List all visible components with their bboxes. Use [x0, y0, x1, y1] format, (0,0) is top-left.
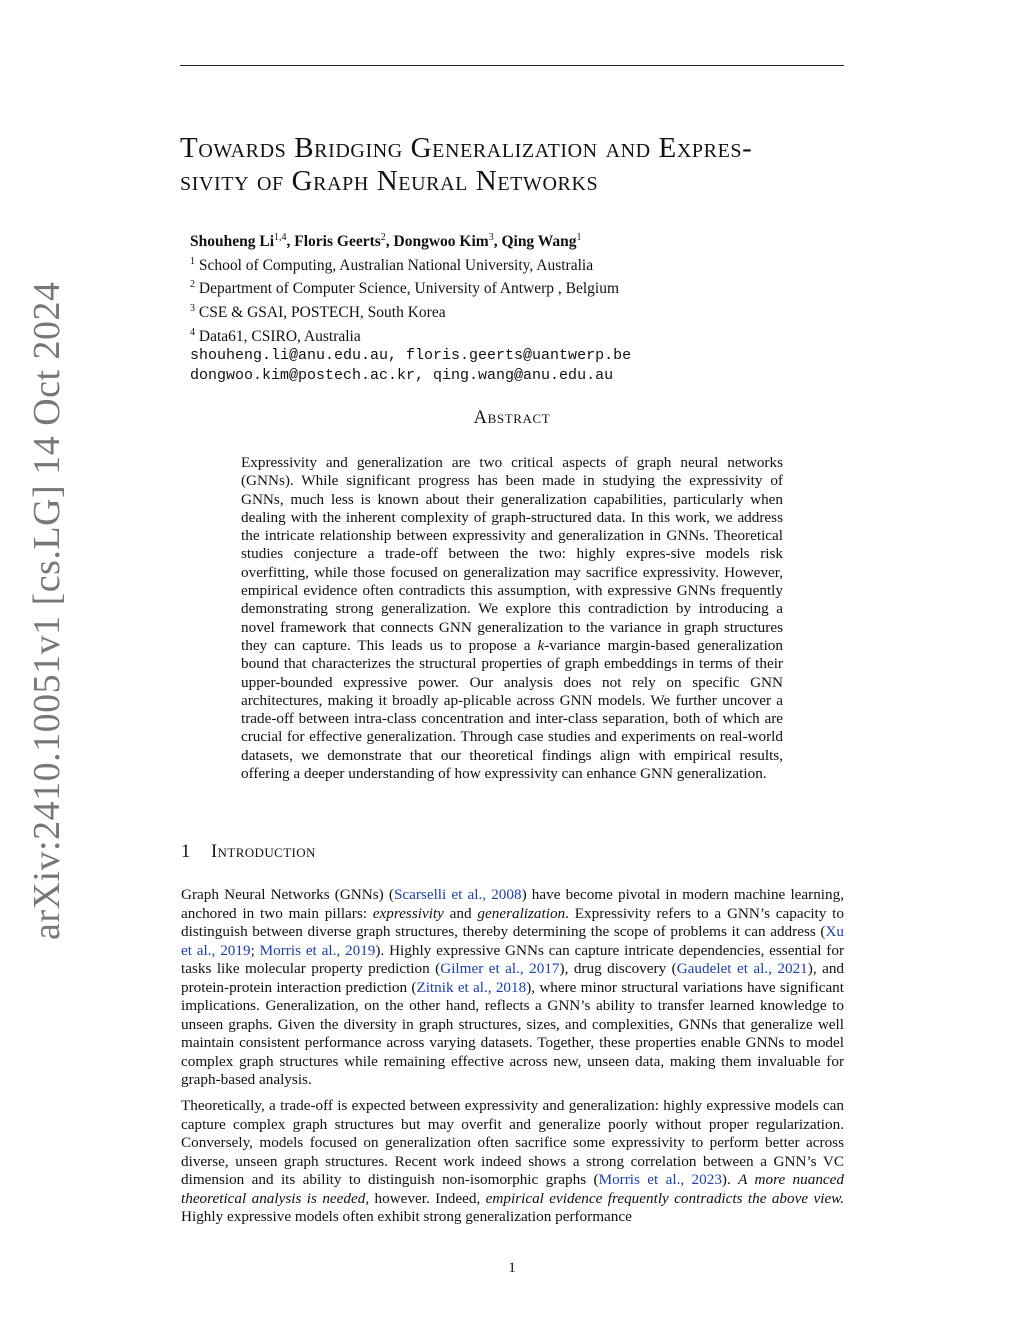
affiliation — [190, 275, 830, 299]
author-names — [190, 228, 830, 252]
author-name: Qing Wang — [501, 233, 577, 251]
emphasis-text: generalization — [477, 904, 566, 922]
paragraph-text: ). — [721, 1171, 739, 1188]
emphasis-text: empirical evidence frequently contradicts the above view. — [485, 1189, 844, 1207]
paragraph-text: ). Highly expressive GNNs can capture intricate dependencies, essential for tasks like molecular property prediction ( — [181, 941, 844, 977]
citation-link[interactable]: Morris et al., 2019 — [259, 941, 376, 959]
title-line-1: Towards Bridging Generalization and Expres- — [180, 132, 753, 164]
author-separator: , — [385, 233, 394, 251]
section-title: Introduction — [211, 842, 316, 862]
abstract-text: -variance margin-based generalization bound that characterizes the structural properties of graph embeddings in terms of their upper-bounded expressive power. Our analysis does not rely on specific GNN architectures, making it broadly ap-plicable across GNN models. We further uncover a trade-off between intra-class concentration and inter-class separation, both of which are crucial for effective generalization. Through case studies and experiments on real-world datasets, we demonstrate that our theoretical findings align with empirical results, offering a deeper understanding of how expressivity can enhance GNN generalization. — [241, 636, 783, 783]
paragraph-text: , however. Indeed, — [365, 1189, 486, 1207]
abstract-body — [241, 454, 783, 783]
citation-link[interactable]: Gaudelet et al., 2021 — [676, 960, 808, 977]
title-line-2: sivity of Graph Neural Networks — [180, 165, 599, 197]
author-affil-sup: 3 — [488, 232, 494, 243]
affiliation-number: 4 — [190, 326, 195, 338]
affiliation — [190, 323, 830, 347]
arxiv-id[interactable]: arXiv:2410.10051v1 [cs.LG] 14 Oct 2024 — [26, 281, 68, 940]
citation-link[interactable]: Morris et al., 2023 — [598, 1171, 722, 1188]
author-separator: , — [493, 233, 502, 251]
author-name: Shouheng Li — [190, 233, 275, 251]
k-symbol: k — [537, 636, 545, 654]
emphasis-text: expressivity — [372, 904, 444, 922]
emphasis-text: A more nuanced theoretical analysis is needed — [181, 1171, 845, 1207]
author-separator: , — [286, 233, 295, 251]
abstract-heading: Abstract — [473, 408, 551, 428]
author-affil-sup: 1 — [576, 232, 582, 243]
paragraph-text: Theoretically, a trade-off is expected between expressivity and generalization: highly expressive models can capture complex graph structures but may overfit and generalize poorly without proper regularization. Conversely, models focused on generalization often sacrifice some expressivity to perform better across diverse, unseen graph structures. Recent work indeed shows a strong correlation between a GNN’s VC dimension and its ability to distinguish non-isomorphic graphs ( — [181, 1097, 844, 1188]
paragraph-text: and — [443, 904, 478, 922]
header-rule — [180, 65, 844, 66]
author-emails-line-1[interactable]: shouheng.li@anu.edu.au, floris.geerts@uantwerp.be — [190, 347, 632, 365]
paragraph-text: Highly expressive models often exhibit strong generalization performance — [181, 1208, 632, 1225]
affiliation-number: 1 — [190, 255, 195, 267]
section-heading-introduction — [181, 842, 316, 863]
abstract-text: Expressivity and generalization are two critical aspects of graph neural networks (GNNs). While significant progress has been made in studying the expressivity of GNNs, much less is known about their generalization capabilities, particularly when dealing with the inherent complexity of graph-structured data. In this work, we address the intricate relationship between expressivity and generalization in GNNs. Theoretical studies conjecture a trade-off between the two: highly expres-sive models risk overfitting, while those focused on generalization may sacrifice expressivity. However, empirical evidence often contradicts this assumption, with expressive GNNs frequently demonstrating strong generalization. We explore this contradiction by introducing a novel framework that connects GNN generalization to the variance in graph structures they can capture. This leads us to propose a — [241, 454, 783, 654]
paragraph-text: ), where minor structural variations have significant implications. Generalization, on the other hand, reflects a GNN’s ability to transfer learned knowledge to unseen graphs. Given the diversity in graph structures, sizes, and complexities, GNNs that generalize well maintain consistent performance across varying datasets. Together, these properties enable GNNs to model complex graph structures while remaining effective across new, unseen data, making them invaluable for graph-based analysis. — [181, 978, 844, 1088]
paragraph-text: . Expressivity refers to a GNN’s capacity to distinguish between diverse graph structures, thereby determining the scope of problems it can address ( — [181, 904, 844, 940]
affiliation-text: Data61, CSIRO, Australia — [198, 327, 361, 345]
page-number: 1 — [508, 1259, 516, 1276]
intro-paragraph-2 — [181, 1097, 844, 1227]
citation-link[interactable]: Scarselli et al., 2008 — [393, 886, 522, 903]
affiliation — [190, 252, 830, 276]
affiliation-number: 3 — [190, 302, 195, 314]
author-name: Floris Geerts — [294, 233, 381, 251]
affiliation-text: CSE & GSAI, POSTECH, South Korea — [198, 304, 446, 322]
intro-paragraph-1 — [181, 886, 844, 1090]
affiliation-text: School of Computing, Australian National University, Australia — [198, 256, 594, 274]
paragraph-text: ), and protein-protein interaction prediction ( — [181, 960, 845, 996]
section-number: 1 — [181, 842, 191, 862]
author-affil-sup: 1,4 — [274, 232, 287, 243]
author-name: Dongwoo Kim — [393, 233, 489, 251]
citation-link[interactable]: Xu et al., 2019 — [181, 923, 844, 959]
citation-link[interactable]: Zitnik et al., 2018 — [416, 978, 527, 996]
author-block — [190, 228, 830, 385]
paper-title — [180, 132, 860, 198]
affiliation-number: 2 — [190, 279, 195, 291]
citation-link[interactable]: Gilmer et al., 2017 — [440, 960, 560, 977]
paragraph-text: Graph Neural Networks (GNNs) ( — [181, 886, 394, 903]
affiliation — [190, 299, 830, 323]
paragraph-text: ) have become pivotal in modern machine learning, anchored in two main pillars: — [181, 886, 845, 922]
author-emails-line-2[interactable]: dongwoo.kim@postech.ac.kr, qing.wang@anu.edu.au — [190, 366, 614, 384]
affiliation-text: Department of Computer Science, University of Antwerp , Belgium — [198, 280, 620, 298]
paragraph-text: ), drug discovery ( — [559, 960, 677, 977]
author-affil-sup: 2 — [380, 232, 386, 243]
paragraph-text: ; — [250, 941, 260, 959]
